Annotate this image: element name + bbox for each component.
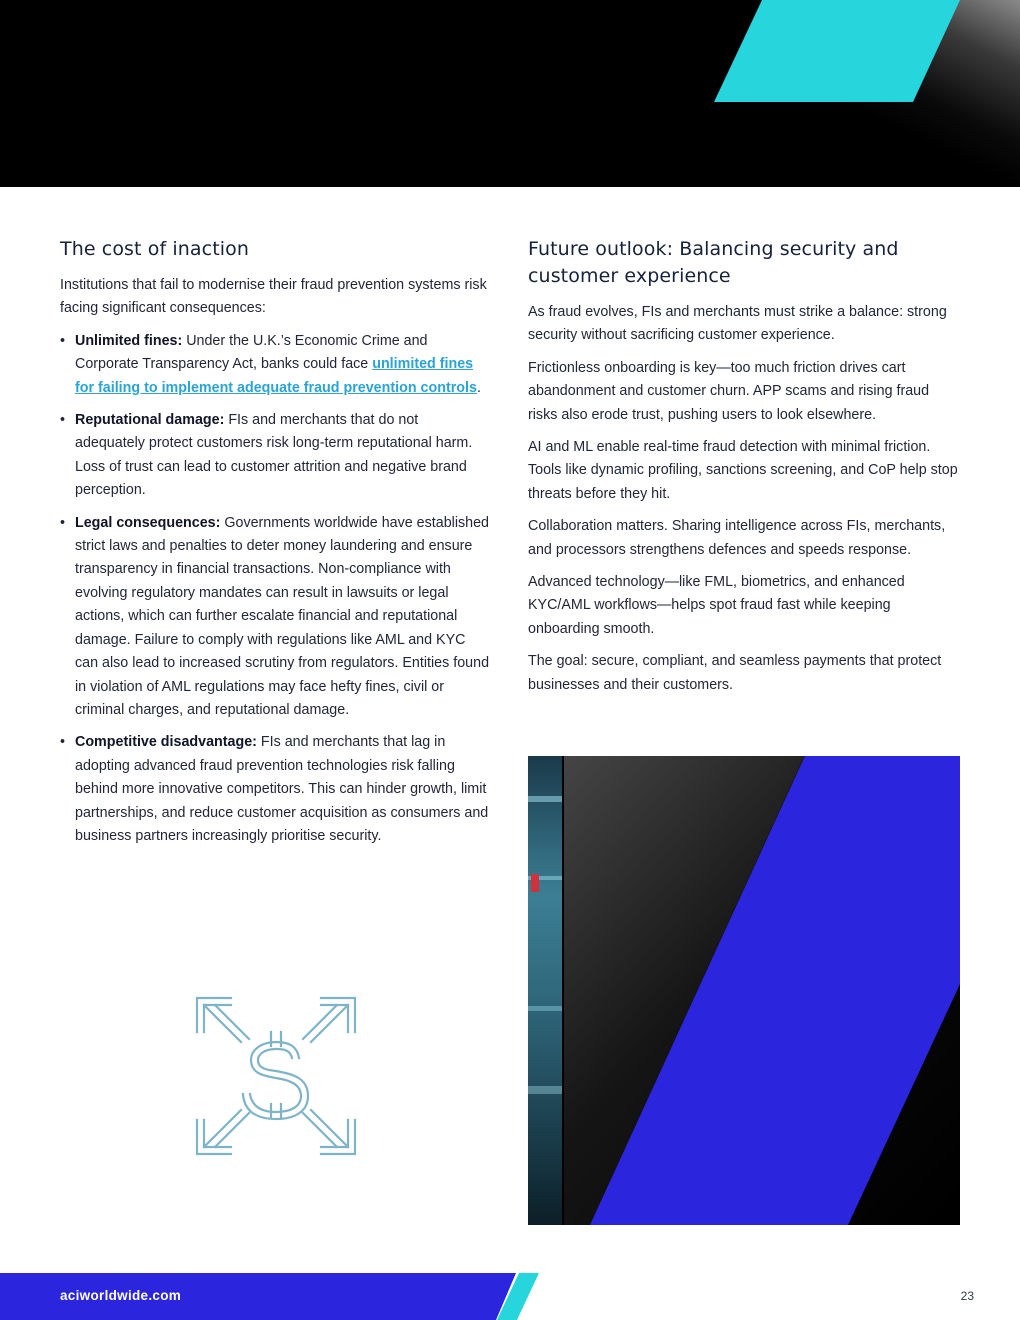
section-title-future-outlook: Future outlook: Balancing security and customer experience [528,238,899,287]
outlook-paragraph: As fraud evolves, FIs and merchants must strike a balance: strong security without sacrificing customer experience. [528,304,947,344]
page-footer [0,1273,1020,1320]
left-column [60,236,492,857]
bullet-icon: • [60,514,66,531]
page-number: 23 [960,1289,974,1303]
dollar-expand-arrows-icon [193,994,359,1158]
list-item [60,409,492,503]
bullet-label: Reputational damage: [75,412,225,429]
bullet-icon: • [60,332,66,349]
section-title-cost-of-inaction: The cost of inaction [60,238,249,260]
outlook-paragraph: Collaboration matters. Sharing intelligence across FIs, merchants, and processors strengthens defences and speeds response. [528,518,946,558]
server-room-blue-stripe-image [528,756,960,1225]
bullet-label: Legal consequences: [75,514,221,531]
consequences-list [60,330,492,849]
list-item [60,512,492,723]
outlook-paragraph: Frictionless onboarding is key—too much friction drives cart abandonment and customer churn. APP scams and rising fraud risks also erode trust, pushing users to look elsewhere. [528,359,930,423]
bullet-text-end: . [476,379,481,396]
website-link[interactable]: aciworldwide.com [60,1288,182,1303]
hero-graphic [0,0,1020,187]
bullet-label: Unlimited fines: [75,332,183,349]
outlook-paragraph: Advanced technology—like FML, biometrics, and enhanced KYC/AML workflows—helps spot fraud fast while keeping onboarding smooth. [528,574,905,637]
intro-paragraph: Institutions that fail to modernise their fraud prevention systems risk facing significant consequences: [60,277,487,317]
list-item [60,330,492,400]
bullet-icon: • [60,412,66,429]
bullet-text: FIs and merchants that do not adequately protect customers risk long-term reputational harm. Loss of trust can lead to customer attrition and negative brand perception. [75,412,473,499]
bullet-label: Competitive disadvantage: [75,734,257,751]
unlimited-fines-link[interactable]: unlimited fines for failing to implement adequate fraud prevention controls [75,356,477,396]
bullet-icon: • [60,734,66,751]
list-item [60,731,492,848]
right-column [528,236,962,706]
outlook-paragraph: The goal: secure, compliant, and seamless payments that protect businesses and their customers. [528,653,942,693]
photo-graphic [528,756,960,1225]
bullet-text: Under the U.K.’s Economic Crime and Corporate Transparency Act, banks could face [75,332,428,373]
outlook-paragraph: AI and ML enable real-time fraud detection with minimal friction. Tools like dynamic profiling, sanctions screening, and CoP help stop threats before they hit. [528,439,958,502]
bullet-text: Governments worldwide have established strict laws and penalties to deter money laundering and ensure transparency in financial transactions. Non-compliance with evolving regulatory mandates can result in lawsuits or legal actions, which can further escalate financial and reputational damage. Failure to comply with regulations like AML and KYC can also lead to increased scrutiny from regulators. Entities found in violation of AML regulations may face hefty fines, civil or criminal charges, and reputational damage. [75,514,490,718]
hero-banner [0,0,1020,187]
bullet-text: FIs and merchants that lag in adopting advanced fraud prevention technologies risk falling behind more innovative competitors. This can hinder growth, limit partnerships, and reduce customer acquisition as consumers and business partners increasingly prioritise security. [75,734,489,844]
